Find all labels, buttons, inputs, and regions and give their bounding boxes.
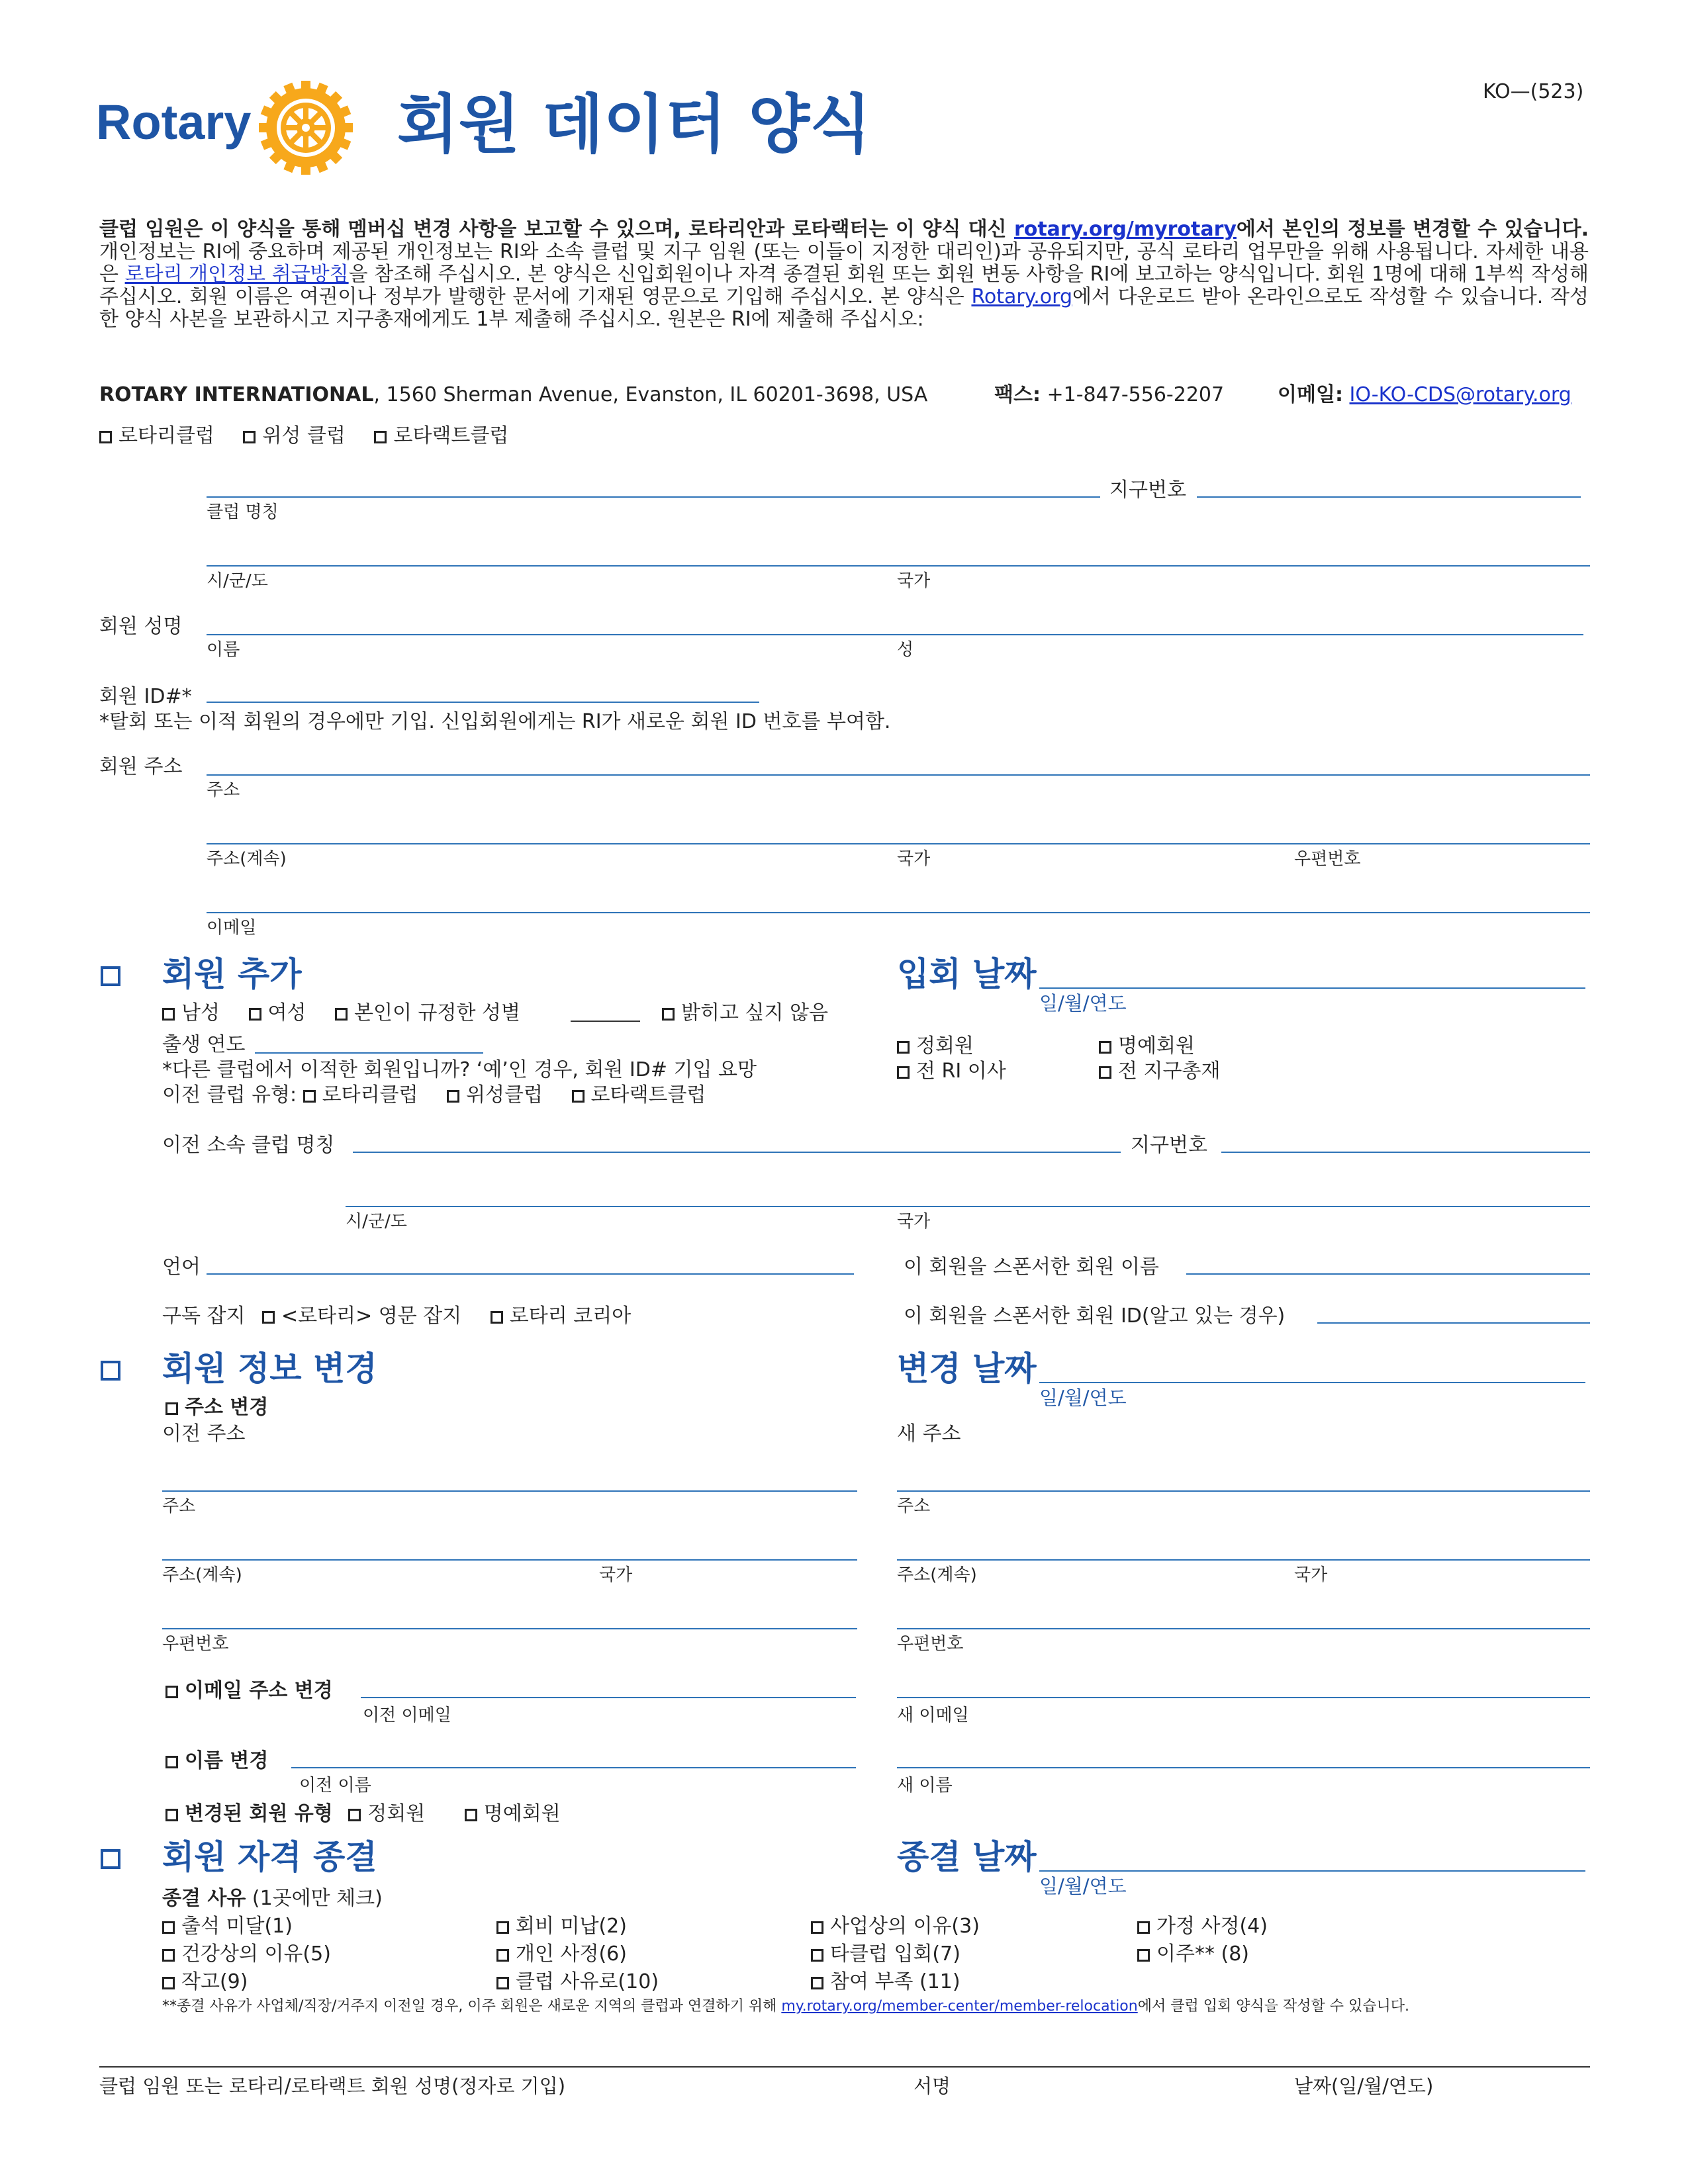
checkbox[interactable] <box>572 1090 585 1103</box>
new-postal-field[interactable] <box>897 1628 1590 1629</box>
checkbox[interactable] <box>465 1809 477 1821</box>
member-type-change-option[interactable]: 변경된 회원 유형 <box>165 1801 333 1827</box>
checkbox[interactable] <box>249 1008 261 1021</box>
join-date-label: 입회 날짜 <box>897 955 1037 993</box>
new-country-label: 국가 <box>1294 1565 1328 1585</box>
magazine-english[interactable]: <로타리> 영문 잡지 <box>262 1304 461 1329</box>
checkbox[interactable] <box>162 1949 175 1962</box>
reason-3[interactable]: 사업상의 이유(3) <box>811 1914 980 1939</box>
reason-7[interactable]: 타클럽 입회(7) <box>811 1942 961 1967</box>
club-name-field[interactable] <box>207 496 1100 498</box>
add-member-checkbox[interactable] <box>101 966 120 986</box>
magazine-korea[interactable]: 로타리 코리아 <box>491 1304 631 1329</box>
change-date-format: 일/월/연도 <box>1039 1387 1127 1409</box>
language-field[interactable] <box>207 1273 854 1275</box>
checkbox[interactable] <box>335 1008 348 1021</box>
changed-type-honorary[interactable]: 명예회원 <box>465 1801 561 1827</box>
change-info-title: 회원 정보 변경 <box>162 1349 377 1388</box>
checkbox[interactable] <box>162 1921 175 1934</box>
new-address-label: 새 주소 <box>897 1422 961 1445</box>
old-address-sublabel: 주소 <box>162 1496 196 1516</box>
prev-type-satellite[interactable]: 위성클럽 <box>447 1083 543 1108</box>
reason-8[interactable]: 이주** (8) <box>1137 1942 1249 1967</box>
address-change-option[interactable]: 주소 변경 <box>165 1395 268 1420</box>
new-email-label: 새 이메일 <box>897 1706 969 1725</box>
new-postal-label: 우편번호 <box>897 1634 964 1654</box>
country-label: 국가 <box>897 571 931 591</box>
club-type-options <box>99 424 531 449</box>
member-type-past-governor[interactable]: 전 지구총재 <box>1099 1059 1220 1084</box>
checkbox[interactable] <box>165 1809 178 1821</box>
myrotary-link[interactable]: rotary.org/myrotary <box>1013 218 1237 241</box>
relocation-footnote: **종결 사유가 사업체/직장/거주지 이전일 경우, 이주 회원은 새로운 지역의 클럽과 연결하기 위해 my.rotary.org/member-center/member-relocation에서 클럽 입회 양식을 작성할 수 있습니다. <box>162 1998 1409 2015</box>
prev-type-rotaract[interactable]: 로타랙트클럽 <box>572 1083 706 1108</box>
checkbox[interactable] <box>496 1921 509 1934</box>
rotary-wheel-icon <box>256 78 355 177</box>
join-date-format: 일/월/연도 <box>1039 992 1127 1015</box>
birth-year-field[interactable] <box>255 1052 483 1054</box>
old-email-field[interactable] <box>361 1697 856 1698</box>
contact-email-link[interactable]: IO-KO-CDS@rotary.org <box>1349 383 1571 406</box>
checkbox[interactable] <box>162 1977 175 1989</box>
checkbox[interactable] <box>811 1949 823 1962</box>
reason-9[interactable]: 작고(9) <box>162 1970 248 1995</box>
address-label: 주소 <box>207 780 240 800</box>
checkbox[interactable] <box>243 431 256 443</box>
termination-title: 회원 자격 종결 <box>162 1838 377 1876</box>
page-title: 회원 데이터 양식 <box>397 87 871 161</box>
first-name-label: 이름 <box>207 640 240 660</box>
old-address-label: 이전 주소 <box>162 1422 246 1445</box>
member-type-regular[interactable]: 정회원 <box>897 1034 974 1059</box>
postal-label: 우편번호 <box>1294 849 1361 869</box>
end-date-format: 일/월/연도 <box>1039 1875 1127 1897</box>
email-label: 이메일 <box>207 918 257 938</box>
changed-type-regular[interactable]: 정회원 <box>348 1801 425 1827</box>
new-name-label: 새 이름 <box>897 1776 953 1796</box>
checkbox[interactable] <box>811 1977 823 1989</box>
checkbox[interactable] <box>262 1311 275 1324</box>
last-name-label: 성 <box>897 640 914 660</box>
prev-district-label: 지구번호 <box>1131 1134 1207 1157</box>
checkbox[interactable] <box>1137 1949 1150 1962</box>
checkbox[interactable] <box>447 1090 459 1103</box>
club-name-label: 클럽 명칭 <box>207 502 279 522</box>
transfer-note: *다른 클럽에서 이적한 회원입니까? ‘예’인 경우, 회원 ID# 기입 요망 <box>162 1058 757 1081</box>
checkbox[interactable] <box>165 1756 178 1768</box>
district-label: 지구번호 <box>1109 478 1186 502</box>
name-change-option[interactable]: 이름 변경 <box>165 1749 268 1774</box>
rotary-logo <box>96 78 361 177</box>
checkbox[interactable] <box>1099 1041 1111 1054</box>
reason-6[interactable]: 개인 사정(6) <box>496 1942 627 1967</box>
sponsor-name-field[interactable] <box>1186 1273 1590 1275</box>
sponsor-id-label: 이 회원을 스폰서한 회원 ID(알고 있는 경우) <box>904 1304 1286 1328</box>
join-date-field[interactable] <box>1039 987 1585 989</box>
checkbox[interactable] <box>303 1090 316 1103</box>
gender-female[interactable]: 여성 <box>249 1001 306 1026</box>
prev-club-name-field[interactable] <box>353 1152 1121 1153</box>
gender-male[interactable]: 남성 <box>162 1001 220 1026</box>
gender-options <box>162 1001 543 1026</box>
checkbox[interactable] <box>811 1921 823 1934</box>
sponsor-name-label: 이 회원을 스폰서한 회원 이름 <box>904 1255 1159 1279</box>
reason-1[interactable]: 출석 미달(1) <box>162 1914 293 1939</box>
termination-checkbox[interactable] <box>101 1849 120 1869</box>
gender-self-field[interactable] <box>571 1021 640 1022</box>
birth-year-label: 출생 연도 <box>162 1033 246 1056</box>
email-change-option[interactable]: 이메일 주소 변경 <box>165 1678 333 1704</box>
prev-district-field[interactable] <box>1221 1152 1590 1153</box>
relocation-link[interactable]: my.rotary.org/member-center/member-relocation <box>781 1998 1138 2015</box>
member-name-field[interactable] <box>207 634 1583 635</box>
signature-date-label: 날짜(일/월/연도) <box>1294 2075 1434 2097</box>
checkbox[interactable] <box>1137 1921 1150 1934</box>
change-date-field[interactable] <box>1039 1382 1585 1383</box>
club-type-rotary[interactable]: 로타리클럽 <box>99 424 214 449</box>
end-date-label: 종결 날짜 <box>897 1838 1037 1876</box>
termination-reason-label: 종결 사유 (1곳에만 체크) <box>162 1887 383 1910</box>
rotary-org-link[interactable]: Rotary.org <box>971 285 1072 308</box>
member-type-honorary[interactable]: 명예회원 <box>1099 1034 1195 1059</box>
member-id-label: 회원 ID#* <box>99 685 192 708</box>
checkbox[interactable] <box>348 1809 361 1821</box>
new-address-field[interactable] <box>897 1490 1590 1492</box>
reason-11[interactable]: 참여 부족 (11) <box>811 1970 961 1995</box>
checkbox[interactable] <box>897 1066 910 1079</box>
magazine-options: 구독 잡지 <로타리> 영문 잡지 로타리 코리아 <box>162 1304 632 1328</box>
new-address-cont-label: 주소(계속) <box>897 1565 977 1585</box>
city-label: 시/군/도 <box>207 571 268 591</box>
new-address-cont-field[interactable] <box>897 1559 1590 1561</box>
district-field[interactable] <box>1197 496 1581 498</box>
add-member-title: 회원 추가 <box>162 955 302 993</box>
checkbox[interactable] <box>374 431 387 443</box>
checkbox[interactable] <box>496 1977 509 1989</box>
signature-line[interactable] <box>99 2066 1590 2068</box>
checkbox[interactable] <box>99 431 112 443</box>
checkbox[interactable] <box>165 1402 178 1415</box>
old-name-field[interactable] <box>291 1767 856 1768</box>
prev-club-name-label: 이전 소속 클럽 명칭 <box>162 1134 335 1157</box>
reason-4[interactable]: 가정 사정(4) <box>1137 1914 1268 1939</box>
old-postal-field[interactable] <box>162 1628 857 1629</box>
sponsor-id-field[interactable] <box>1317 1322 1590 1324</box>
fax: 팩스: +1-847-556-2207 <box>994 383 1225 406</box>
reason-5[interactable]: 건강상의 이유(5) <box>162 1942 331 1967</box>
old-country-label: 국가 <box>599 1565 633 1585</box>
prev-city-country-field[interactable] <box>346 1206 1590 1207</box>
country-label: 국가 <box>897 849 931 869</box>
address-field[interactable] <box>207 774 1590 776</box>
signature-label: 서명 <box>914 2075 951 2097</box>
old-address-cont-field[interactable] <box>162 1559 857 1561</box>
member-type-past-ri-director[interactable]: 전 RI 이사 <box>897 1059 1006 1084</box>
address-cont-field[interactable] <box>207 843 1590 844</box>
officer-name-label: 클럽 임원 또는 로타리/로타랙트 회원 성명(정자로 기입) <box>99 2075 566 2097</box>
checkbox[interactable] <box>1099 1066 1111 1079</box>
reason-2[interactable]: 회비 미납(2) <box>496 1914 627 1939</box>
change-date-label: 변경 날짜 <box>897 1349 1037 1388</box>
address-cont-label: 주소(계속) <box>207 849 287 869</box>
city-country-field[interactable] <box>207 565 1590 567</box>
old-email-label: 이전 이메일 <box>363 1706 451 1725</box>
language-label: 언어 <box>162 1255 201 1279</box>
old-address-field[interactable] <box>162 1490 857 1492</box>
member-address-label: 회원 주소 <box>99 755 183 778</box>
contact-email: 이메일: IO-KO-CDS@rotary.org <box>1278 383 1571 406</box>
new-name-field[interactable] <box>897 1767 1590 1768</box>
old-address-cont-label: 주소(계속) <box>162 1565 242 1585</box>
old-postal-label: 우편번호 <box>162 1634 229 1654</box>
new-address-sublabel: 주소 <box>897 1496 931 1516</box>
ri-address: ROTARY INTERNATIONAL, 1560 Sherman Avenue, Evanston, IL 60201-3698, USA <box>99 383 928 406</box>
reason-10[interactable]: 클럽 사유로(10) <box>496 1970 659 1995</box>
email-field[interactable] <box>207 912 1590 913</box>
member-name-label: 회원 성명 <box>99 615 183 638</box>
checkbox[interactable] <box>162 1008 175 1021</box>
privacy-policy-link[interactable]: 로타리 개인정보 취급방침 <box>124 263 349 286</box>
intro-paragraph: 클럽 임원은 이 양식을 통해 멤버십 변경 사항을 보고할 수 있으며, 로타리안과 로타랙터는 이 양식 대신 rotary.org/myrotary에서 본인의 정보를 변경할 수 있습니다. 개인정보는 RI에 중요하며 제공된 개인정보는 RI와 소속 클럽 및 지구 임원 (또는 이들이 지정한 대리인)과 공유되지만, 공식 로타리 업무만을 위해 사용됩니다. 자세한 내용은 로타리 개인정보 취급방침을 참조해 주십시오. 본 양식은 신입회원이나 자격 종결된 회원 또는 회원 변동 사항을 RI에 보고하는 양식입니다. 회원 1명에 대해 1부씩 작성해 주십시오. 회원 이름은 여권이나 정부가 발행한 문서에 기재된 영문으로 기입해 주십시오. 본 양식은 Rotary.org에서 다운로드 받아 온라인으로도 작성할 수 있습니다. 작성한 양식 사본을 보관하시고 지구총재에게도 1부 제출해 주십시오. 원본은 RI에 제출해 주십시오: <box>99 218 1589 331</box>
change-info-checkbox[interactable] <box>101 1361 120 1381</box>
member-type-change <box>165 1801 583 1827</box>
prev-type-rotary[interactable]: 로타리클럽 <box>303 1083 418 1108</box>
form-code: KO—(523) <box>1483 80 1584 103</box>
end-date-field[interactable] <box>1039 1870 1585 1872</box>
prev-club-type-options: 이전 클럽 유형: 로타리클럽 위성클럽 로타랙트클럽 <box>162 1083 706 1107</box>
checkbox[interactable] <box>491 1311 503 1324</box>
prev-country-label: 국가 <box>897 1212 931 1232</box>
gender-self-defined[interactable]: 본인이 규정한 성별 <box>335 1001 520 1026</box>
member-id-field[interactable] <box>207 702 759 703</box>
checkbox[interactable] <box>662 1008 675 1021</box>
member-id-note: *탈회 또는 이적 회원의 경우에만 기입. 신입회원에게는 RI가 새로운 회원 ID 번호를 부여함. <box>99 710 891 733</box>
checkbox[interactable] <box>165 1686 178 1698</box>
club-type-rotaract[interactable]: 로타랙트클럽 <box>374 424 508 449</box>
rotary-wordmark: Rotary <box>96 95 252 150</box>
gender-no-answer[interactable]: 밝히고 싶지 않음 <box>662 1001 828 1026</box>
checkbox[interactable] <box>897 1041 910 1054</box>
new-email-field[interactable] <box>897 1697 1590 1698</box>
old-name-label: 이전 이름 <box>299 1776 371 1796</box>
club-type-satellite[interactable]: 위성 클럽 <box>243 424 345 449</box>
prev-city-label: 시/군/도 <box>346 1212 407 1232</box>
checkbox[interactable] <box>496 1949 509 1962</box>
